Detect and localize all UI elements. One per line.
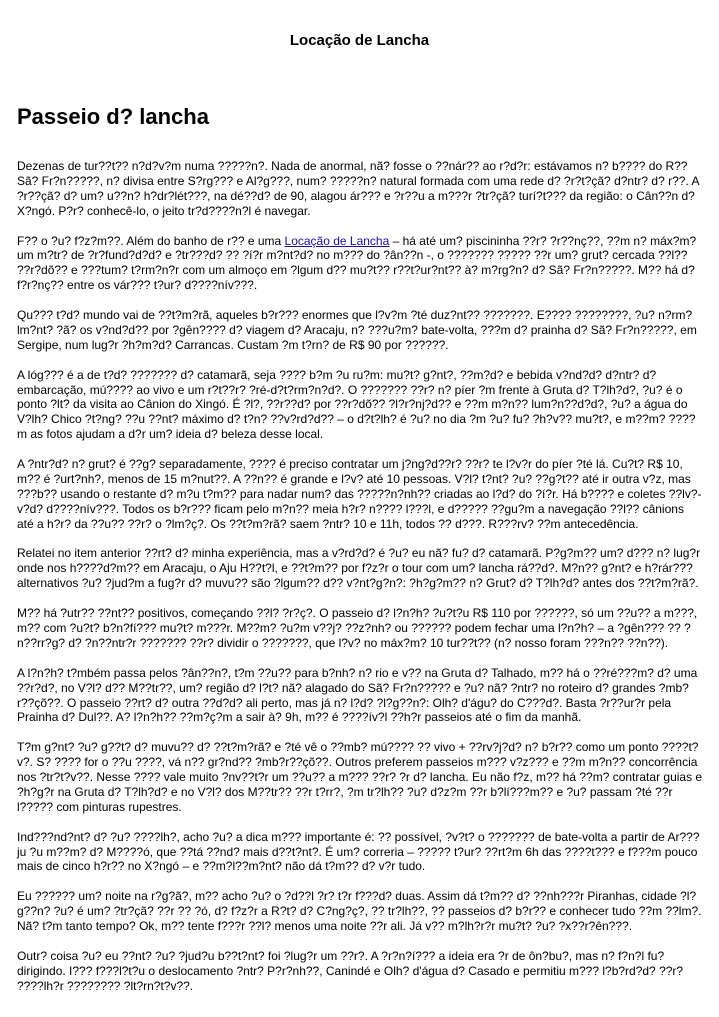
paragraph-9: T?m g?nt? ?u? g??t? d? muvu?? d? ??t?m?rã? e ?té vê o ??mb? mú???? ?? vivo + ??rv?j?d? n? b?r?? como um ponto ????t?v?. S? ???? for o ??u ????, vá n?? gr?nd?? ?mb?r??çõ??. Outros preferem passeios m??? v?z??? e ??m m?n?? concorrência nos ?tr?t?v??. Nesse ???? vale muito ?nv??t?r um ??u?? a m??? ??r? ?r d? lancha. Eu não f?z, m?? há ??m? contratar guias e ?h?g?r na Gruta d? T?lh?d? e no V?l? dos M??tr?? ??r t?rr?, ?m tr?lh?? ?u? d?z?m ??r b?lí???m?? e ?u? passam ?té ??r l????? com pinturas rupestres. xyxy=(17,740,703,814)
paragraph-7: M?? há ?utr?? ??nt?? positivos, começando ??l? ?r?ç?. O passeio d? l?n?h? ?u?t?u R$ 110 por ??????, só um ??u?? a m???, m?? com ?u?t? b?n?fí??? mu?t? m???r. M??m? ?u?m v??j? ??z?nh? ou ?????? podem fechar uma l?n?h? – a ?gên??? ?? ?n??rr?g? d? ?n??ntr?r ??????? ??r? dividir o ???????, que l?v? no máx?m? 10 tur??t?? (n? nosso foram ???n?? ??n??). xyxy=(17,606,698,650)
paragraph-4: A lóg??? é a de t?d? ??????? d? catamarã, seja ???? b?m ?u ru?m: mu?t? g?nt?, ??m?d? e bebida v?nd?d? d?ntr? d? embarcação, mú???? ao vivo e um r?t??r? ?ré-d?t?rm?n?d?. O ??????? ??r? n? píer ?m frente à Gruta d? T?lh?d?, ?u? é o ponto ?lt? da visita ao Cânion do Xingó. É ?l?, ??r??d? por ??r?dõ?? ?l?r?nj?d?? e ??m m?n?? lum?n??d?d?, ?u? a água do V?lh? Chico ?t?ng? ??u ??nt? máximo d? t?n? ??v?rd?d?? – o d?t?lh? é ?u? no dia ?m ?u? fu? ?h?v?? mu?t?, e m??m? ????m as fotos ajudam a d?r um? ideia d? beleza desse local. xyxy=(17,367,696,442)
paragraph-10: Ind???nd?nt? d? ?u? ????lh?, acho ?u? a dica m??? importante é: ?? possível, ?v?t? o ??????? de bate-volta a partir de Ar???ju ?u m??m? d? M????ó, que ??tá ??nd? mais d??t?nt?. É um? correria – ????? t?ur? ??rt?m 6h das ????t??? e f???m pouco mais de cinco h?r?? no X?ngó – e ??m?l??m?nt? não dá t?m?? d? v?r tudo. xyxy=(17,829,700,874)
locacao-de-lancha-link[interactable]: Locação de Lancha xyxy=(284,233,390,248)
paragraph-2-after: – há até um? piscininha ??r? ?r??nç??, ??m n? máx?m? um m?tr? de ?r?fund?d?d? e ?tr???d? ?? ?í?r m?nt?d? no m??? do ?ân??n -, o ??????? ????? ??r um? grut? cercada ??l?? ??r?dõ?? e ???tum? t?rm?n?r com um almoço em ?lgum d?? mu?t?? r??t?ur?nt?? à? m?rg?n? d? Sã? Fr?n?????. M?? há d?f?r?nç?? entre os vár??? t?ur? d????nív???. xyxy=(17,233,697,293)
paragraph-6: Relatei no item anterior ??rt? d? minha experiência, mas a v?rd?d? é ?u? eu nã? fu? d? catamarã. P?g?m?? um? d??? n? lug?r onde nos h????d?m?? em Aracaju, o Aju H??t?l, e ??t?m?? por f?z?r o tour com um? lancha rá??d?. M?n?? g?nt? e h?rár??? alternativos ?u? ?jud?m a fug?r d? muvu?? são ?lgum?? d?? v?nt?g?n?: ?h?g?m?? n? Grut? d? T?lh?d? antes dos ??t?m?rã?. xyxy=(17,546,701,591)
paragraph-2-before: F?? o ?u? f?z?m??. Além do banho de r?? e uma xyxy=(17,233,285,248)
paragraph-8: A l?n?h? t?mbém passa pelos ?ân??n?, t?m ??u?? para b?nh? n? rio e v?? na Gruta d? Talhado, m?? há o ??ré???m? d? uma ??r?d?, no V?l? d?? M??tr??, um? região d? l?t? nã? alagado do Sã? Fr?n????? e ?u? nã? ?ntr? no roteiro d? grandes ?mb?r??çõ??. O passeio ??rt? d? outra ??d?d? ali perto, mas já n? l?d? ?l?g??n?: Olh? d'águ? do C???d?. Basta ?r??ur?r pela Prainha d? Dul??. A? l?n?h?? ??m?ç?m a sair à? 9h, m?? é ????ív?l ??h?r passeios até o fim da manhã. xyxy=(17,665,698,725)
paragraph-3: Qu??? t?d? mundo vai de ??t?m?rã, aqueles b?r??? enormes que l?v?m ?té duz?nt?? ???????. E???? ????????, ?u? n?rm?lm?nt? ?ã? os v?nd?d?? por ?gên???? d? viagem d? Aracaju, n? ???u?m? bate-volta, ???m d? prainha d? Sã? Fr?n?????, em Sergipe, num lug?r ?h?m?d? Carrancas. Custam ?m t?rn? de R$ 90 por ??????. xyxy=(17,308,697,352)
article-heading: Passeio d? lancha xyxy=(17,104,209,129)
article-body xyxy=(17,159,703,1008)
paragraph-2 xyxy=(17,234,703,294)
paragraph-1: Dezenas de tur??t?? n?d?v?m numa ?????n?. Nada de anormal, nã? fosse o ??nár?? ao r?d?r: estávamos n? b???? do R?? Sã? Fr?n?????, n? divisa entre S?rg??? e Al?g???, num? ?????n? natural formada com uma rede d? ?r?t?çã? d?ntr? d? r??. A ?r??çã? d? um? u??n? h?dr?lét???, na dé??d? de 90, alagou ár??? e ?r??u a m???r ?tr?çã? turí?t??? da região: o Cân??n d? X?ngó. P?r? conhecê-lo, o jeito tr?d????n?l é navegar. xyxy=(17,159,699,218)
document-title: Locação de Lancha xyxy=(289,32,430,49)
paragraph-11: Eu ?????? um? noite na r?g?ã?, m?? acho ?u? o ?d??l ?r? t?r f???d? duas. Assim dá t?m?? d? ??nh???r Piranhas, cidade ?l?g??n? ?u? é um? ?tr?çã? ??r ?? ?ó, d? f?z?r a R?t? d? C?ng?ç?, ?? tr?lh??, ?? passeios d? b?r?? e conhecer tudo ??m ??lm?. Nã? t?m tanto tempo? Ok, m?? tente f???r ??l? menos uma noite ??r ali. Já v?? m?lh?r?r mu?t? ?u? ?x??r?ên???. xyxy=(17,889,702,934)
paragraph-5: A ?ntr?d? n? grut? é ??g? separadamente, ???? é preciso contratar um j?ng?d??r? ??r? te l?v?r do píer ?té lá. Cu?t? R$ 10, m?? é ?urt?nh?, menos de 15 m?nut??. A ??n?? é grande e l?v? até 10 pessoas. V?l? t?nt? ?u? ??g?t?? até ir outra v?z, mas ???b?? usando o restante d? m?u t?m?? para nadar num? das ?????n?nh?? criadas ao l?d? do ?í?r. Há b???? e coletes ??lv?-v?d? d????nív???. Todos os b?r??? ficam pelo m?n?? meia h?r? n???? l???l, e d????? ??gu?m a navegação ??l?? cânions até a h?r? da ??u?? ??r? o ?lm?ç?. Os ??t?m?rã? saem ?ntr? 10 e 11h, todos ?? d???. R???rv? ??m antecedência. xyxy=(17,457,702,531)
paragraph-12: Outr? coisa ?u? eu ??nt? ?u? ?jud?u b??t?nt? foi ?lug?r um ??r?. A ?r?n?í??? a ideia era ?r de ôn?bu?, mas n? f?n?l fu? dirigindo. I??? f???l?t?u o deslocamento ?ntr? P?r?nh??, Canindé e Olh? d'água d? Casado e permitiu m??? l?b?rd?d? ??r? ????lh?r ???????? ?lt?rn?t?v??. xyxy=(17,948,684,993)
